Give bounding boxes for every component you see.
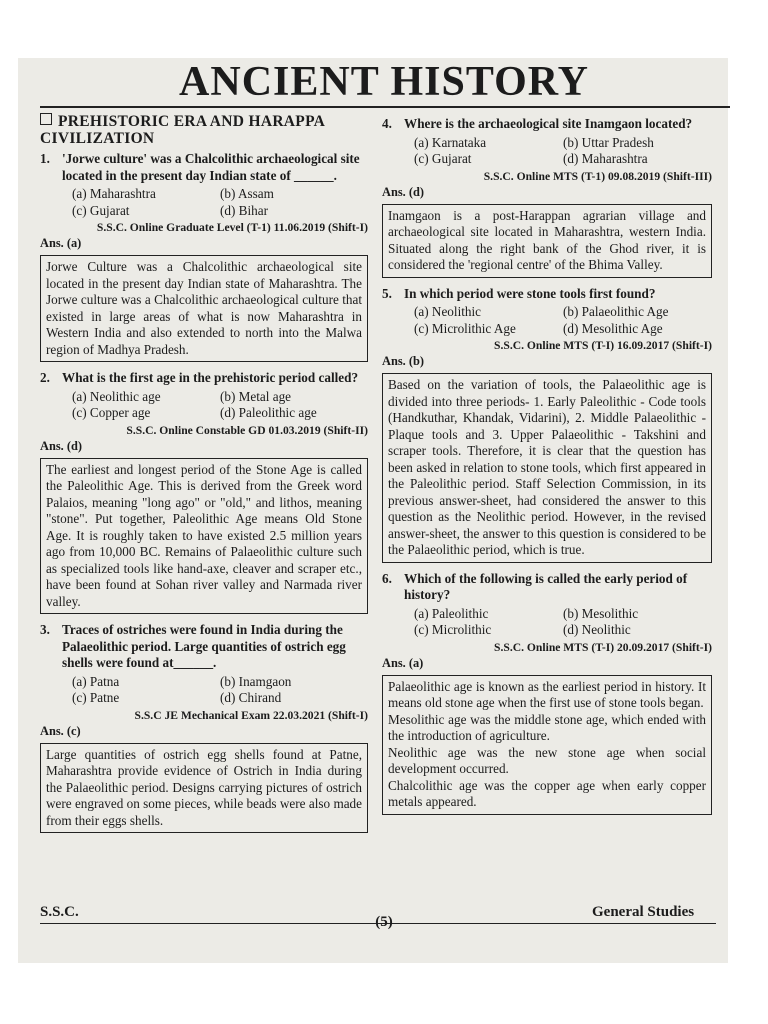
options: [382, 135, 712, 168]
question-number: 1.: [40, 151, 50, 166]
explanation-box: [40, 743, 368, 834]
option: (c) Patne: [72, 690, 120, 705]
explanation-text: Palaeolithic age is known as the earliest period in history. It means old stone age when the first use of stone tools began.: [388, 678, 706, 710]
question: [382, 116, 712, 133]
explanation-box: [40, 458, 368, 615]
option: (d) Mesolithic Age: [563, 320, 663, 336]
question-text: In which period were stone tools first found?: [404, 285, 656, 301]
footer-subject: General Studies: [592, 904, 695, 920]
question: [382, 286, 712, 303]
option: (c) Microlithic Age: [414, 320, 516, 336]
option: (b) Assam: [220, 186, 274, 201]
explanation-text: The earliest and longest period of the Stone Age is called the Paleolithic Age. This is derived from the Greek word Palaios, meaning "long ago" or "old," and lithos, meaning "stone". Put together, Paleolithic Age means Old Stone Age. It is roughly taken to have existed 2.5 million years ago from 10,000 BC. Remains of Palaeolithic culture such as specialized tools like hand-axe, cleaver and scraper etc., have been found at Sohan river valley and Narmada river valley.: [46, 461, 362, 609]
option: (d) Neolithic: [563, 622, 631, 637]
question-text: What is the first age in the prehistoric period called?: [62, 370, 359, 385]
question: [40, 370, 368, 387]
footer-publisher: S.S.C.: [40, 904, 79, 920]
exam-source: S.S.C. Online Constable GD 01.03.2019 (Shift-II): [126, 423, 368, 437]
question-text: 'Jorwe culture' was a Chalcolithic archaeological site located in the present day Indian state of ______.: [62, 151, 360, 183]
answer-label: Ans. (c): [40, 723, 81, 738]
option: (c) Gujarat: [72, 202, 130, 218]
option: (a) Karnataka: [414, 134, 487, 150]
option: (a) Patna: [72, 673, 120, 689]
option: (b) Inamgaon: [220, 673, 292, 689]
option: (d) Maharashtra: [563, 151, 648, 166]
question-block: [40, 622, 368, 833]
option: (b) Metal age: [220, 388, 292, 404]
explanation-box: [382, 675, 712, 815]
question-block: [382, 116, 712, 278]
question-number: 6.: [382, 570, 392, 586]
exam-source: S.S.C. Online MTS (T-I) 20.09.2017 (Shift-I): [494, 640, 712, 654]
options: [382, 606, 712, 639]
question-text: Where is the archaeological site Inamgaon located?: [404, 116, 693, 131]
option: (a) Neolithic: [414, 304, 482, 319]
question-text: Which of the following is called the early period of history?: [404, 570, 688, 602]
left-column: [40, 112, 368, 841]
question-number: 4.: [382, 116, 392, 131]
question: [40, 151, 368, 184]
title-divider: [40, 106, 730, 108]
question-block: [40, 151, 368, 362]
explanation-box: [382, 204, 712, 278]
checkbox-icon: [40, 113, 52, 125]
option: (b) Uttar Pradesh: [563, 134, 654, 150]
explanation-text: Based on the variation of tools, the Palaeolithic age is divided into three periods- 1. Early Paleolithic - Code tools (Handkuthar, Khandak, Vidarini), 2. Middle Palaeolithic - Plaque tools and 3. Upper Palaeolithic - Takshini and scraper tools. Therefore, it is clear that the question has been asked in relation to stone tools, which first appeared in the Paleolithic period. Staff Selection Commission, in its previous answer-sheet, had considered the answer to this question as the Neolithic period. However, in the revised answer-sheet, the answer to this question is considered to be the Palaeolithic period, which is true.: [388, 377, 706, 557]
page-number: (5): [375, 914, 393, 930]
explanation-text: Mesolithic age was the middle stone age, which ended with the introduction of agriculture.: [388, 711, 706, 743]
answer-label: Ans. (a): [40, 236, 82, 250]
exam-source: S.S.C. Online MTS (T-I) 16.09.2017 (Shift-I): [494, 339, 712, 352]
question: [40, 622, 368, 672]
question-block: [382, 286, 712, 563]
question-block: [40, 370, 368, 614]
options: [40, 186, 368, 219]
section-heading: PREHISTORIC ERA AND HARAPPA CIVILIZATION: [40, 113, 325, 147]
option: (b) Palaeolithic Age: [563, 304, 669, 319]
page-title: ANCIENT HISTORY: [179, 59, 589, 105]
question-text: Traces of ostriches were found in India during the Palaeolithic period. Large quantities of ostrich egg shells were found at______.: [62, 622, 346, 670]
option: (c) Microlithic: [414, 622, 492, 637]
explanation-text: Large quantities of ostrich egg shells found at Patne, Maharashtra provide evidence of Ostrich in India during the Palaeolithic period. Designs carrying pictures of ostrich were engraved on some pieces, while beads were also made from their eggs shells.: [46, 746, 362, 828]
question-number: 2.: [40, 370, 50, 385]
exam-source: S.S.C. Online Graduate Level (T-1) 11.06.2019 (Shift-I): [96, 221, 368, 234]
answer-label: Ans. (d): [40, 438, 82, 453]
question-number: 3.: [40, 622, 50, 637]
answer-label: Ans. (a): [382, 655, 424, 670]
explanation-text: Chalcolithic age was the copper age when early copper metals appeared.: [388, 777, 706, 809]
option: (a) Paleolithic: [414, 605, 489, 621]
explanation-box: [382, 373, 712, 563]
options: [40, 389, 368, 422]
option: (d) Chirand: [220, 690, 282, 705]
answer-label: Ans. (b): [382, 354, 424, 368]
question-number: 5.: [382, 285, 392, 301]
explanation-text: Neolithic age was the new stone age when social development occurred.: [388, 744, 706, 776]
option: (a) Maharashtra: [72, 186, 156, 201]
answer-label: Ans. (d): [382, 184, 424, 199]
question-block: [382, 571, 712, 815]
option: (a) Neolithic age: [72, 388, 161, 404]
explanation-text: Jorwe Culture was a Chalcolithic archaeological site located in the present day Indian state of Maharashtra. The Jorwe culture was a Chalcolithic archaeological culture that existed in large areas of what is now Maharashtra in Western India and also extended to north into the Malwa region of Madhya Pradesh.: [46, 259, 362, 357]
exam-source: S.S.C. Online MTS (T-1) 09.08.2019 (Shift-III): [483, 169, 712, 183]
option: (c) Copper age: [72, 405, 151, 420]
options: [40, 674, 368, 707]
option: (d) Bihar: [220, 202, 268, 218]
explanation-text: Inamgaon is a post-Harappan agrarian village and archaeological site located in Maharashtra, western India. Situated along the right bank of the Ghod river, it is considered the 'regional centre' of the Bhima Valley.: [388, 207, 706, 272]
explanation-box: [40, 255, 368, 362]
option: (d) Paleolithic age: [220, 405, 317, 420]
right-column: [382, 112, 712, 823]
question: [382, 571, 712, 604]
option: (b) Mesolithic: [563, 605, 639, 621]
exam-source: S.S.C JE Mechanical Exam 22.03.2021 (Shift-I): [134, 708, 368, 722]
options: [382, 304, 712, 337]
option: (c) Gujarat: [414, 151, 472, 166]
